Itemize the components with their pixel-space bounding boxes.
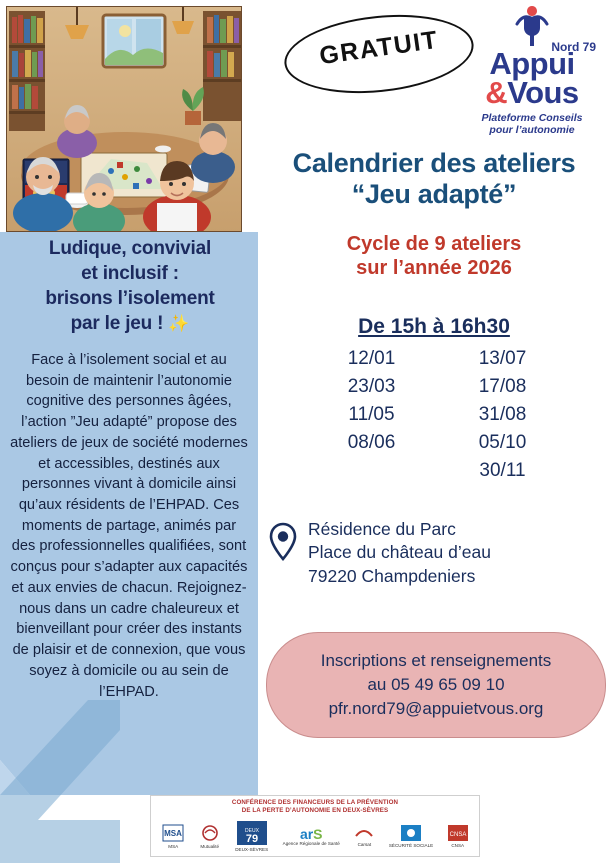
- svg-text:MSA: MSA: [164, 829, 183, 839]
- footer-title-line2: DE LA PERTE D’AUTONOMIE EN DEUX-SÈVRES: [241, 806, 389, 814]
- contact-line1: Inscriptions et renseignements: [320, 650, 552, 670]
- date-item: 05/10: [478, 432, 527, 453]
- hours-label: De 15h à 16h30: [358, 315, 510, 338]
- deux-sevres-logo-label: DEUX-SÈVRES: [235, 846, 269, 852]
- footer-partners: [150, 795, 480, 857]
- sparkle-icon: ✨: [168, 314, 190, 334]
- date-item: 17/08: [478, 376, 527, 397]
- page-subtitle: [258, 232, 610, 281]
- dates-grid: [306, 348, 568, 482]
- page-title-line1: Calendrier des ateliers: [292, 148, 576, 178]
- address-line2: Place du château d’eau: [308, 542, 491, 563]
- mutualite-logo-icon: [199, 824, 221, 842]
- logo-tagline: [462, 112, 602, 137]
- logo-ampersand: &: [485, 75, 508, 111]
- securite-sociale-logo-icon: [401, 825, 421, 841]
- logo-appui-text: Appui: [489, 46, 575, 81]
- date-item: 23/03: [347, 376, 396, 397]
- contact-email[interactable]: pfr.nord79@appuietvous.org: [328, 699, 544, 719]
- illustration-image: [6, 6, 242, 232]
- logo-tagline-line1: Plateforme Conseils: [481, 111, 583, 124]
- page-subtitle-line1: Cycle de 9 ateliers: [346, 233, 522, 255]
- footer-title: [155, 799, 475, 815]
- address-lines: [308, 518, 491, 588]
- carsat-logo-label: Carsat: [357, 841, 372, 847]
- left-headline-line3: brisons l’isolement: [45, 288, 215, 310]
- left-headline-line4: par le jeu !: [70, 313, 164, 335]
- securite-sociale-logo: [389, 825, 433, 847]
- logo-figure-icon: [511, 4, 553, 48]
- contact-box: [266, 632, 606, 738]
- carsat-logo-icon: [354, 826, 374, 840]
- mutualite-logo-label: Mutualité: [200, 843, 220, 849]
- cnsa-logo: [448, 825, 468, 847]
- svg-text:CNSA: CNSA: [449, 832, 467, 839]
- securite-sociale-logo-label: SÉCURITÉ SOCIALE: [388, 842, 434, 848]
- date-item: 13/07: [478, 348, 527, 369]
- left-body-text: Face à l’isolement social et au besoin de maintenir l’autonomie cognitive des personnes âgées, l’action ”Jeu adapté” propose des ateliers de jeux de société modernes et accessibles, destinés aux personnes vivant à domicile ainsi qu’aux résidents de l’EHPAD. Ces moments de partage, animés par des professionnelles qualifiées, sont conçus pour s’adapter aux capacités et aux envies de chacun. Rejoignez-nous dans un cadre chaleureux et bienveillant pour créer des instants de plaisir et de connexion, que vous soyez à domicile ou au sein de l’EHPAD.: [10, 352, 248, 700]
- date-item: 30/11: [479, 460, 526, 481]
- date-item: 08/06: [347, 432, 396, 453]
- contact-phone[interactable]: au 05 49 65 09 10: [367, 674, 505, 694]
- svg-text:DEUX: DEUX: [244, 828, 259, 835]
- address-line3: 79220 Champdeniers: [308, 565, 476, 586]
- date-item: 31/08: [478, 404, 527, 425]
- address-line1: Résidence du Parc: [308, 519, 456, 539]
- svg-text:79: 79: [245, 833, 258, 846]
- left-headline: [8, 236, 252, 336]
- mutualite-logo: [199, 824, 221, 848]
- page-title: [258, 148, 610, 210]
- msa-logo-icon: [162, 824, 184, 842]
- logo-vous-word: Vous: [507, 75, 579, 111]
- deux-sevres-logo: [235, 821, 268, 851]
- msa-logo-label: MSA: [168, 843, 179, 849]
- logo-vous-text: [462, 75, 602, 111]
- ars-logo: [283, 827, 340, 846]
- carsat-logo: [354, 826, 374, 846]
- ars-logo-text: arS: [299, 825, 323, 842]
- deux-sevres-logo-icon: [237, 821, 267, 845]
- gratuit-badge: [284, 16, 474, 92]
- date-item: 11/05: [348, 404, 395, 425]
- appui-et-vous-logo: [462, 4, 602, 137]
- address-block: [268, 518, 610, 588]
- right-content: [258, 0, 610, 863]
- location-pin-icon: [268, 522, 298, 562]
- date-item: 12/01: [347, 348, 396, 369]
- date-item-empty: [306, 460, 437, 482]
- logo-tagline-line2: pour l’autonomie: [489, 124, 575, 137]
- cnsa-logo-label: CNSA: [451, 842, 465, 848]
- msa-logo: [162, 824, 184, 848]
- footer-title-line1: CONFÉRENCE DES FINANCEURS DE LA PRÉVENTION: [231, 799, 399, 806]
- logo-nord-text: Nord 79: [551, 40, 596, 54]
- page-title-line2: “Jeu adapté”: [351, 178, 517, 209]
- gratuit-label: GRATUIT: [317, 25, 441, 71]
- page-subtitle-line2: sur l’année 2026: [356, 257, 512, 280]
- footer-logos-row: [155, 817, 475, 857]
- left-headline-line2: et inclusif :: [81, 263, 179, 285]
- ars-logo-label: Agence Régionale de Santé: [282, 840, 340, 846]
- left-headline-line1: Ludique, convivial: [48, 238, 212, 259]
- cnsa-logo-icon: [448, 825, 468, 841]
